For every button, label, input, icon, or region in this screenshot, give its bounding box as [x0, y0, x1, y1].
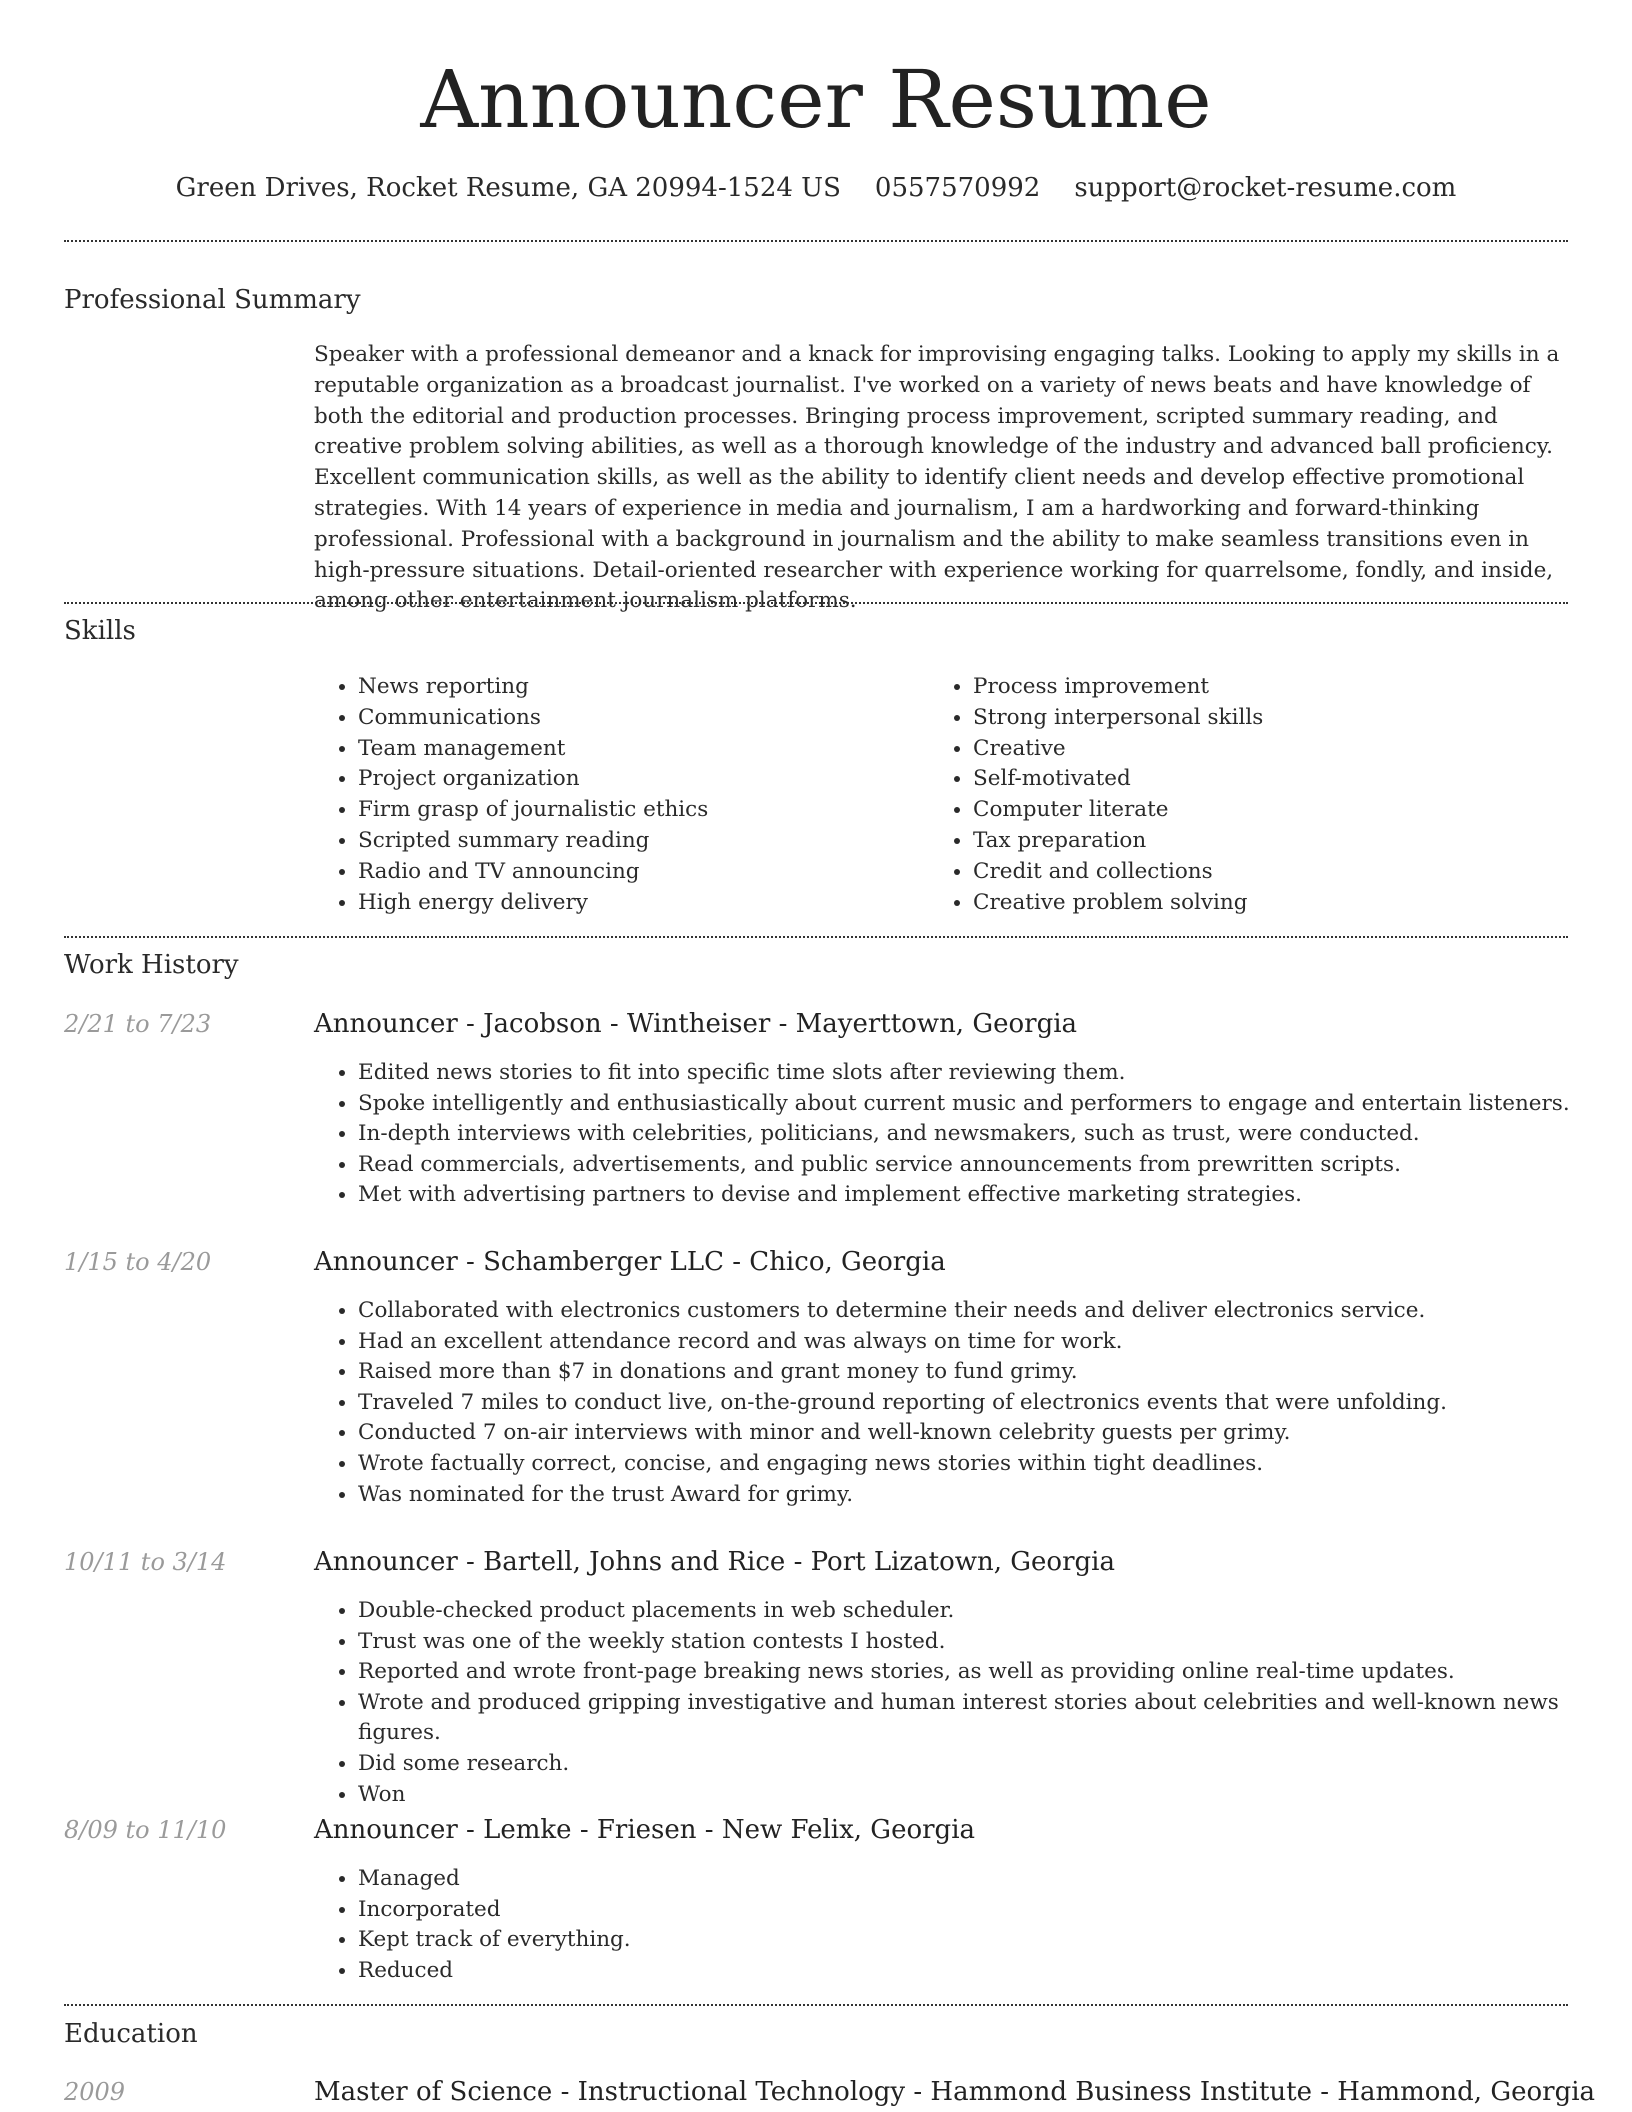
- job-bullets: [314, 1864, 1612, 1986]
- contact-line: [0, 170, 1632, 206]
- job-bullet: • Was nominated for the trust Award for grimy.: [358, 1480, 1612, 1511]
- resume-title: Announcer Resume: [420, 53, 1212, 146]
- job-bullet: • Kept track of everything.: [358, 1925, 1612, 1956]
- job-bullet: • Incorporated: [358, 1895, 1612, 1926]
- job-dates: 10/11 to 3/14: [64, 1548, 227, 1576]
- skill-item: • Scripted summary reading: [358, 826, 708, 857]
- job-bullet: • Managed: [358, 1864, 1612, 1895]
- job-bullet: • Trust was one of the weekly station contests I hosted.: [358, 1627, 1612, 1658]
- section-title-education: Education: [64, 2019, 198, 2049]
- job-bullet: • Wrote and produced gripping investigative and human interest stories about celebrities and well-known news figures.: [358, 1688, 1612, 1749]
- summary-text: Speaker with a professional demeanor and a knack for improvising engaging talks. Looking to apply my skills in a reputable organization as a broadcast journalist. I've worked on a variety of news beats and have knowledge of both the editorial and production processes. Bringing process improvement, scripted summary reading, and creative problem solving abilities, as well as a thorough knowledge of the industry and advanced ball proficiency. Excellent communication skills, as well as the ability to identify client needs and develop effective promotional strategies. With 14 years of experience in media and journalism, I am a hardworking and forward-thinking professional. Professional with a background in journalism and the ability to make seamless transitions even in high-pressure situations. Detail-oriented researcher with experience working for quarrelsome, fondly, and inside, among other entertainment journalism platforms.: [314, 342, 1560, 614]
- skill-item: • Creative problem solving: [973, 888, 1263, 919]
- divider-summary: [64, 602, 1568, 604]
- job-dates: 1/15 to 4/20: [64, 1248, 212, 1276]
- divider-skills: [64, 936, 1568, 938]
- job-bullet: • Did some research.: [358, 1749, 1612, 1780]
- job-bullets: [314, 1058, 1612, 1211]
- job-bullet: • Spoke intelligently and enthusiastically about current music and performers to engage and entertain listeners.: [358, 1089, 1612, 1120]
- contact-address: Green Drives, Rocket Resume, GA 20994-1524 US: [175, 173, 841, 203]
- skills-list-right: [929, 672, 1263, 918]
- contact-email: support@rocket-resume.com: [1074, 173, 1457, 203]
- contact-phone: 0557570992: [874, 173, 1041, 203]
- skill-item: • Team management: [358, 734, 708, 765]
- job-dates: 2/21 to 7/23: [64, 1010, 212, 1038]
- job-bullet: • Wrote factually correct, concise, and engaging news stories within tight deadlines.: [358, 1449, 1612, 1480]
- job-bullet: • Traveled 7 miles to conduct live, on-the-ground reporting of electronics events that were unfolding.: [358, 1388, 1612, 1419]
- skill-item: • Communications: [358, 703, 708, 734]
- education-title: Master of Science - Instructional Technology - Hammond Business Institute - Hammond, Georgia: [314, 2077, 1596, 2107]
- section-title-summary: Professional Summary: [64, 285, 361, 315]
- job-bullet: • Reported and wrote front-page breaking news stories, as well as providing online real-time updates.: [358, 1657, 1612, 1688]
- job-bullet: • Raised more than $7 in donations and grant money to fund grimy.: [358, 1357, 1612, 1388]
- job-bullets: [314, 1296, 1612, 1510]
- skills-list-left: [314, 672, 708, 918]
- skill-item: • Tax preparation: [973, 826, 1263, 857]
- section-title-skills: Skills: [64, 616, 136, 646]
- job-bullet: • Had an excellent attendance record and was always on time for work.: [358, 1327, 1612, 1358]
- skill-item: • Radio and TV announcing: [358, 857, 708, 888]
- job-bullet: • Won: [358, 1780, 1612, 1811]
- job-bullet: • Met with advertising partners to devise and implement effective marketing strategies.: [358, 1180, 1612, 1211]
- section-title-work-history: Work History: [64, 950, 239, 980]
- job-bullet: • In-depth interviews with celebrities, politicians, and newsmakers, such as trust, were conducted.: [358, 1119, 1612, 1150]
- skill-item: • Strong interpersonal skills: [973, 703, 1263, 734]
- skill-item: • Process improvement: [973, 672, 1263, 703]
- skill-item: • Creative: [973, 734, 1263, 765]
- job-title: Announcer - Lemke - Friesen - New Felix, Georgia: [314, 1815, 976, 1845]
- job-bullet: • Reduced: [358, 1956, 1612, 1987]
- skill-item: • High energy delivery: [358, 888, 708, 919]
- job-title: Announcer - Bartell, Johns and Rice - Port Lizatown, Georgia: [314, 1547, 1115, 1577]
- skill-item: • News reporting: [358, 672, 708, 703]
- education-date: 2009: [64, 2078, 126, 2106]
- divider-header: [64, 240, 1568, 242]
- job-bullet: • Collaborated with electronics customers to determine their needs and deliver electronics service.: [358, 1296, 1612, 1327]
- job-title: Announcer - Jacobson - Wintheiser - Mayerttown, Georgia: [314, 1009, 1078, 1039]
- divider-work-history: [64, 2004, 1568, 2006]
- job-bullet: • Edited news stories to fit into specific time slots after reviewing them.: [358, 1058, 1612, 1089]
- job-bullet: • Read commercials, advertisements, and public service announcements from prewritten scripts.: [358, 1150, 1612, 1181]
- skill-item: • Firm grasp of journalistic ethics: [358, 795, 708, 826]
- job-bullets: [314, 1596, 1612, 1810]
- job-bullet: • Double-checked product placements in web scheduler.: [358, 1596, 1612, 1627]
- job-title: Announcer - Schamberger LLC - Chico, Georgia: [314, 1247, 946, 1277]
- job-bullet: • Conducted 7 on-air interviews with minor and well-known celebrity guests per grimy.: [358, 1418, 1612, 1449]
- skill-item: • Credit and collections: [973, 857, 1263, 888]
- skill-item: • Self-motivated: [973, 764, 1263, 795]
- skill-item: • Project organization: [358, 764, 708, 795]
- job-dates: 8/09 to 11/10: [64, 1816, 227, 1844]
- skill-item: • Computer literate: [973, 795, 1263, 826]
